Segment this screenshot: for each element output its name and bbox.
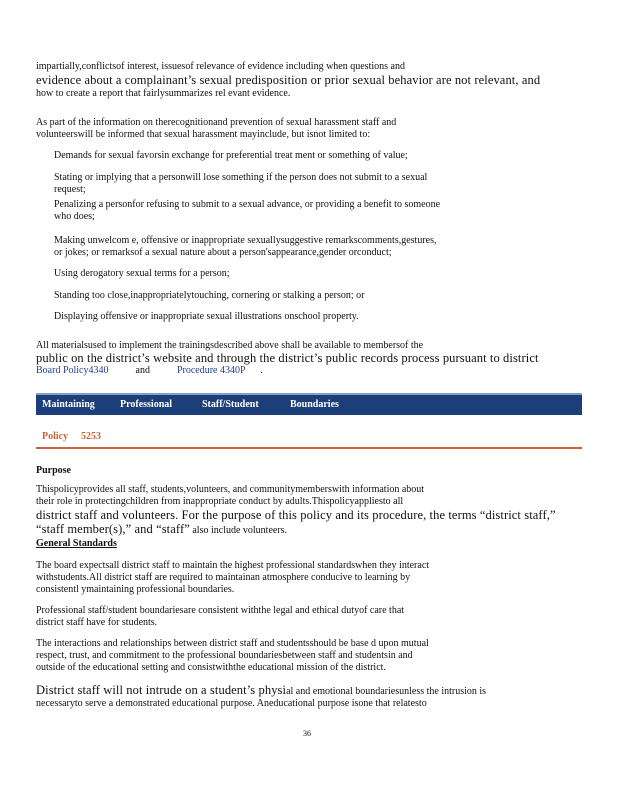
bullet-item: Demands for sexual favorsin exchange for preferential treat ment or something of value;: [54, 150, 408, 161]
purpose-line1: Thispolicyprovides all staff, students,volunteers, and communitymemberswith information about: [36, 484, 425, 495]
general-p4-line1-bold: District staff will not intrude on a student’s physi: [36, 683, 287, 697]
para1-line3: how to create a report that fairlysummarizes rel evant evidence.: [36, 88, 291, 99]
bullet-item-cont: or jokes; or remarksof a sexual nature about a person'sappearance,gender orconduct;: [54, 247, 392, 258]
para2-line2: volunteerswill be informed that sexual harassment mayinclude, but isnot limited to:: [36, 129, 371, 140]
para3-line1: All materialsused to implement the trainingsdescribed above shall be available to membersof the: [36, 340, 424, 351]
para2-line1: As part of the information on therecognitionand prevention of sexual harassment staff and: [36, 117, 397, 128]
bullet-item-cont: who does;: [54, 211, 95, 222]
general-p4-line2: necessaryto serve a demonstrated educational purpose. Aneducational purpose isone that relatesto: [36, 698, 427, 709]
general-p4-line1-rest: al and emotional boundariesunless the intrusion is: [286, 686, 487, 697]
banner-word-3: Staff/Student: [202, 399, 259, 410]
policy-label: Policy: [42, 431, 69, 442]
purpose-include: also include volunteers.: [192, 525, 288, 536]
purpose-line2: their role in protectingchildren from inappropriate conduct by adults.Thispolicyappliesto all: [36, 496, 404, 507]
section-title-banner: [36, 393, 582, 415]
general-p1-line2: withstudents.All district staff are required to maintainan atmosphere conducive to learning by: [36, 572, 411, 583]
banner-word-4: Boundaries: [290, 399, 339, 410]
bullet-item: Stating or implying that a personwill lose something if the person does not submit to a sexual: [54, 172, 428, 183]
general-p4-line1: [36, 683, 486, 698]
para3-line2: public on the district’s website and through the district’s public records process pursuant to district: [36, 351, 539, 365]
policy-divider: [36, 447, 582, 449]
purpose-line3: district staff and volunteers. For the purpose of this policy and its procedure, the terms “district staff,”: [36, 508, 556, 522]
general-p2-line2: district staff have for students.: [36, 617, 158, 628]
policy-number: 5253: [81, 431, 101, 442]
para1-line1: impartially,conflictsof interest, issuesof relevance of evidence including when questions and: [36, 61, 405, 72]
para1-line2: evidence about a complainant’s sexual predisposition or prior sexual behavior are not relevant, and: [36, 73, 541, 87]
general-p1-line1: The board expectsall district staff to maintain the highest professional standardswhen they interact: [36, 560, 430, 571]
bullet-item-cont: request;: [54, 184, 86, 195]
board-policy-link[interactable]: Board Policy4340: [36, 365, 109, 376]
purpose-heading: Purpose: [36, 465, 71, 476]
banner-word-1: Maintaining: [42, 399, 95, 410]
banner-word-2: Professional: [120, 399, 173, 410]
general-p2-line1: Professional staff/student boundariesare consistent withthe legal and ethical dutyof care that: [36, 605, 405, 616]
bullet-item: Displaying offensive or inappropriate sexual illustrations onschool property.: [54, 311, 359, 322]
bullet-item: Standing too close,inappropriatelytouching, cornering or stalking a person; or: [54, 290, 365, 301]
general-p1-line3: consistentl ymaintaining professional boundaries.: [36, 584, 235, 595]
purpose-terms: “staff member(s),” and “staff”: [36, 522, 190, 536]
bullet-item: Using derogatory sexual terms for a person;: [54, 268, 230, 279]
purpose-line4: [36, 522, 287, 537]
period: .: [260, 365, 263, 376]
general-p3-line1: The interactions and relationships between district staff and studentsshould be base d upon mutual: [36, 638, 429, 649]
bullet-item: Penalizing a personfor refusing to submit to a sexual advance, or providing a benefit to someone: [54, 199, 441, 210]
and-text: and: [135, 365, 150, 376]
general-p3-line3: outside of the educational setting and consistwiththe educational mission of the district.: [36, 662, 386, 673]
page-number: 36: [303, 729, 311, 738]
para3-line3: [36, 365, 263, 377]
procedure-link[interactable]: Procedure 4340P: [176, 365, 246, 376]
bullet-item: Making unwelcom e, offensive or inappropriate sexuallysuggestive remarkscomments,gestures,: [54, 235, 437, 246]
general-standards-heading: General Standards: [36, 538, 117, 549]
general-p3-line2: respect, trust, and commitment to the professional boundariesbetween staff and studentsin and: [36, 650, 413, 661]
